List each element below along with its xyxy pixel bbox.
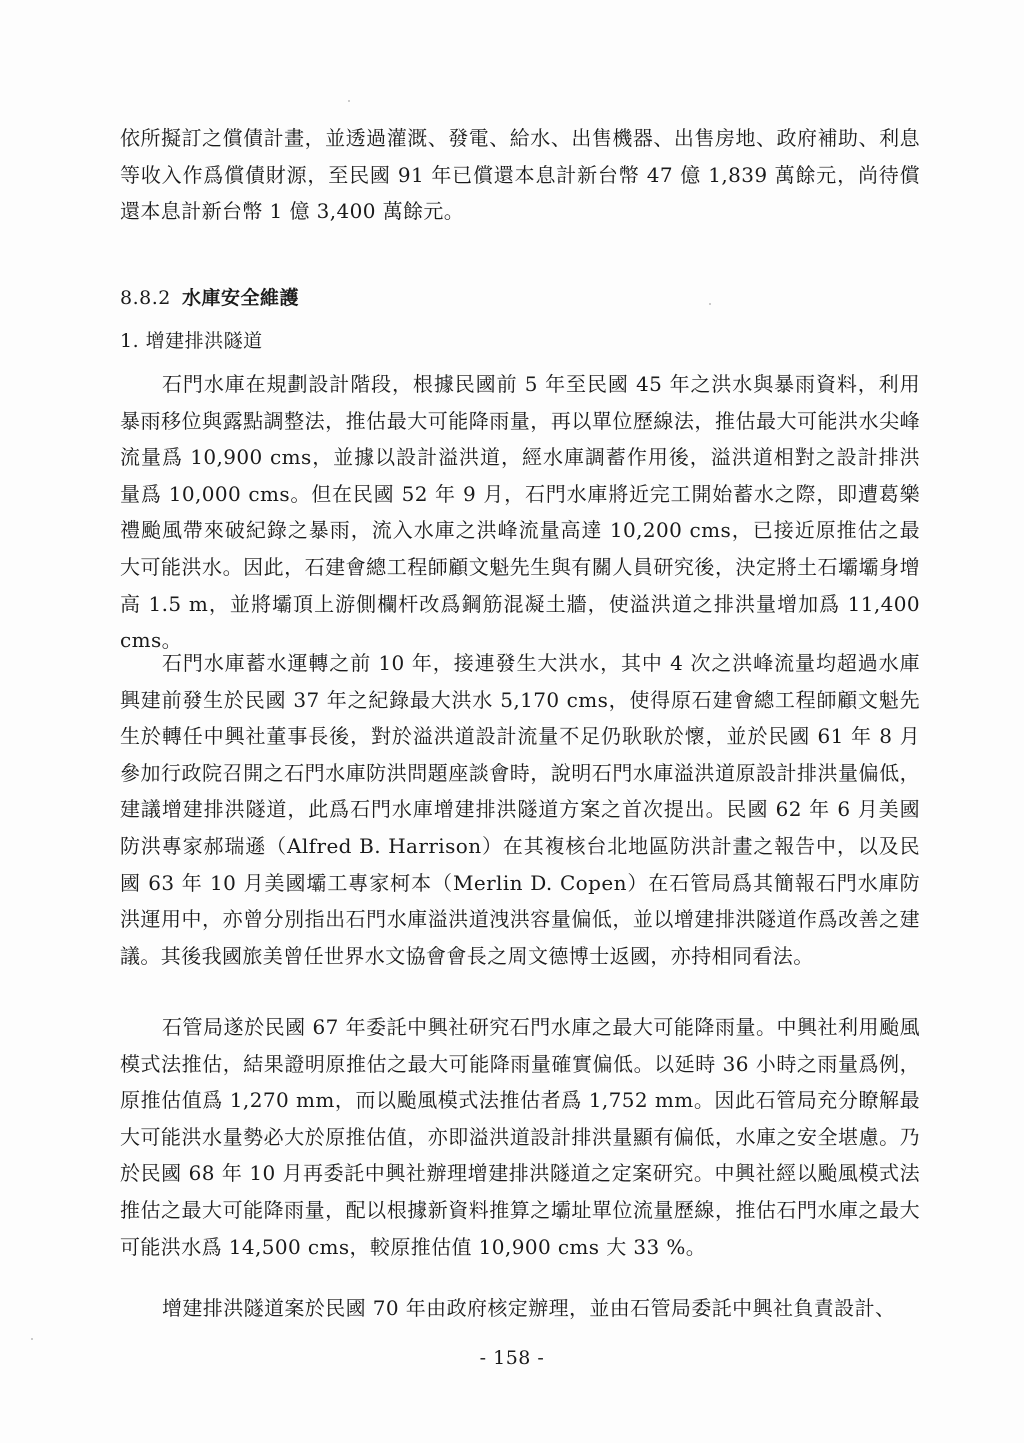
section-title: 水庫安全維護 bbox=[182, 287, 300, 309]
section-heading bbox=[120, 283, 299, 313]
scan-speck bbox=[709, 303, 711, 305]
body-paragraph: 石門水庫蓄水運轉之前 10 年，接連發生大洪水，其中 4 次之洪峰流量均超過水庫興建前發生於民國 37 年之紀錄最大洪水 5,170 cms，使得原石建會總工程師顧文魁先生於轉任中興社董事長後，對於溢洪道設計流量不足仍耿耿於懷，並於民國 61 年 8 月參加行政院召開之石門水庫防洪問題座談會時，說明石門水庫溢洪道原設計排洪量偏低，建議增建排洪隧道，此爲石門水庫增建排洪隧道方案之首次提出。民國 62 年 6 月美國防洪專家郝瑞遜（Alfred B. Harrison）在其複核台北地區防洪計畫之報告中，以及民國 63 年 10 月美國壩工專家柯本（Merlin D. Copen）在石管局爲其簡報石門水庫防洪運用中，亦曾分別指出石門水庫溢洪道洩洪容量偏低，並以增建排洪隧道作爲改善之建議。其後我國旅美曾任世界水文協會會長之周文德博士返國，亦持相同看法。 bbox=[120, 651, 920, 968]
section-number: 8.8.2 bbox=[120, 287, 171, 309]
page-number: - 158 - bbox=[479, 1347, 545, 1369]
body-paragraph: 增建排洪隧道案於民國 70 年由政府核定辦理，並由石管局委託中興社負責設計、 bbox=[162, 1296, 896, 1320]
scan-speck bbox=[31, 1338, 33, 1340]
body-paragraph: 石管局遂於民國 67 年委託中興社研究石門水庫之最大可能降雨量。中興社利用颱風模式法推估，結果證明原推估之最大可能降雨量確實偏低。以延時 36 小時之雨量爲例，原推估值爲 1,270 mm，而以颱風模式法推估者爲 1,752 mm。因此石管局充分瞭解最大可能洪水量勢必大於原推估值，亦即溢洪道設計排洪量顯有偏低，水庫之安全堪慮。乃於民國 68 年 10 月再委託中興社辦理增建排洪隧道之定案研究。中興社經以颱風模式法推估之最大可能降雨量，配以根據新資料推算之壩址單位流量歷線，推估石門水庫之最大可能洪水爲 14,500 cms，較原推估值 10,900 cms 大 33 %。 bbox=[120, 1015, 920, 1259]
subsection-heading: 1. 增建排洪隧道 bbox=[120, 330, 263, 352]
scan-speck bbox=[348, 100, 350, 102]
body-paragraph: 石門水庫在規劃設計階段，根據民國前 5 年至民國 45 年之洪水與暴雨資料，利用暴雨移位與露點調整法，推估最大可能降雨量，再以單位歷線法，推估最大可能洪水尖峰流量爲 10,900 cms，並據以設計溢洪道，經水庫調蓄作用後，溢洪道相對之設計排洪量爲 10,000 cms。但在民國 52 年 9 月，石門水庫將近完工開始蓄水之際，即遭葛樂禮颱風帶來破紀錄之暴雨，流入水庫之洪峰流量高達 10,200 cms，已接近原推估之最大可能洪水。因此，石建會總工程師顧文魁先生與有關人員研究後，決定將土石壩壩身增高 1.5 m，並將壩頂上游側欄杆改爲鋼筋混凝土牆，使溢洪道之排洪量增加爲 11,400 cms。 bbox=[120, 372, 920, 653]
intro-paragraph: 依所擬訂之償債計畫，並透過灌溉、發電、給水、出售機器、出售房地、政府補助、利息等收入作爲償債財源，至民國 91 年已償還本息計新台幣 47 億 1,839 萬餘元，尚待償還本息計新台幣 1 億 3,400 萬餘元。 bbox=[120, 126, 920, 224]
